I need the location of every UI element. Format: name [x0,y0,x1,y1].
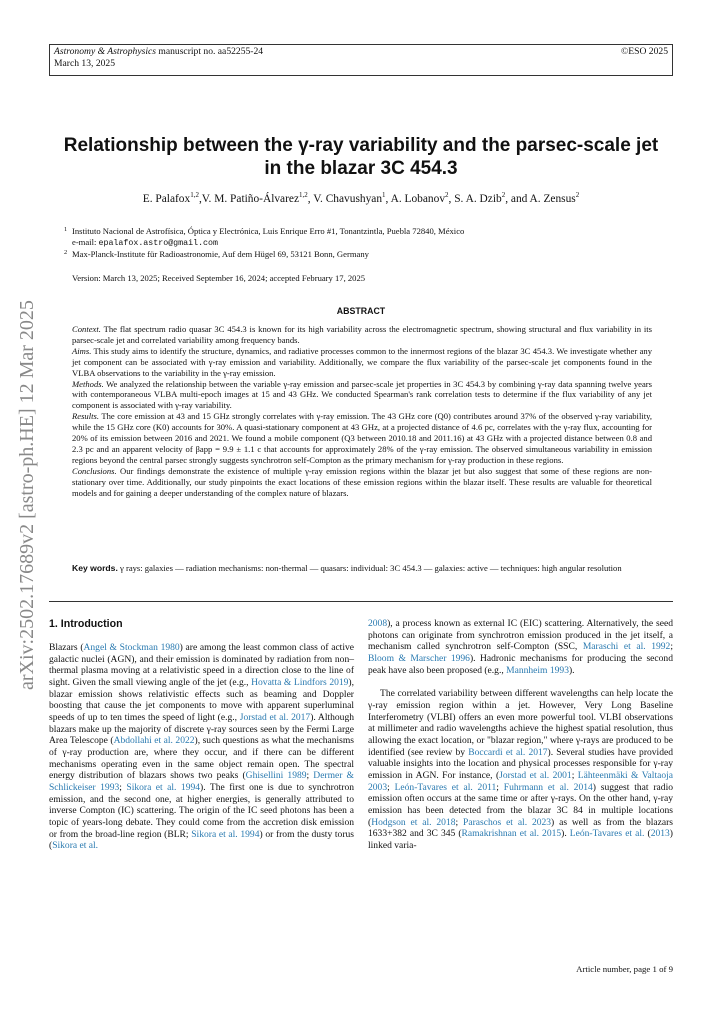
section-heading: 1. Introduction [49,618,123,630]
page-footer: Article number, page 1 of 9 [576,964,673,974]
authors: E. Palafox$^{1,2}$,V. M. Patiño-Álvarez$^{1,2}$, V. Chavushyan$^1$, A. Lobanov$^2$, S. A. Dzib$^2$, and A. Zensus$^2$ [142,191,580,205]
manuscript-number: manuscript no. aa52255-24 [155,46,264,57]
email-label: e-mail: [72,237,99,247]
citation-link[interactable]: Abdollahi et al. 2022 [113,735,195,747]
abstract-context [72,324,652,346]
context-text: The flat spectrum radio quasar 3C 454.3 is known for its high variability across the electromagnetic spectrum, showing structural and flux variability in its parsec-scale jet and correlated variability among frequency bands. [72,324,652,345]
affiliation-2 [64,249,672,260]
body-text: ). Several studies have provided valuable insights into the location and physical processes responsible for γ-ray emission in AGN. For instance, ( [368,746,673,781]
abstract-heading: ABSTRACT [336,306,386,316]
body-text: ) are among the least common class of active galactic nuclei (AGN), and their emission is dominated by radiation from non–thermal plasma moving at a relativistic speed in a direction close to the line of sight. Given the small viewing angle of the jet (e.g., [49,642,354,688]
body-text: The correlated variability between different wavelengths can help locate the γ-ray emission region within a jet. However, Very Long Baseline Interferometry (VLBI) offers an even more powerful tool. VLBI observations at millimeter and radio wavelengths achieve the highest spatial resolution, thus allowing the exact location, or "blazar region," where γ-rays are produced to be identified (see review by [368,688,673,758]
citation-link[interactable]: Fuhrmann et al. 2014 [503,781,593,793]
results-label: Results. [72,411,99,422]
citation-link[interactable]: Maraschi et al. 1992 [582,641,671,653]
body-text: ). [561,828,570,840]
body-text: ; [306,770,314,782]
citation-link[interactable]: Sikora et al. [52,840,99,852]
citation-link[interactable]: Lähteenmäki & Valtaoja 2003 [368,769,674,793]
citation-link[interactable]: Dermer & Schlickeiser 1993 [49,770,354,793]
keywords [72,563,652,574]
body-text: ) as well as from the blazars 1633+382 and 3C 345 ( [368,816,673,840]
citation-link[interactable]: Boccardi et al. 2017 [468,746,548,758]
keywords-text: γ rays: galaxies — radiation mechanisms: non-thermal — quasars: individual: 3C 454.3 — galaxies: active — techniques: high angular resolution [117,563,622,573]
citation-link[interactable]: Ramakrishnan et al. 2015 [461,828,562,840]
body-text: ( [644,828,651,840]
citation-link[interactable]: Mannheim 1993 [506,664,569,676]
divider [49,601,673,602]
affiliation-email [72,237,672,249]
body-text: ), such questions as what the mechanisms of γ-ray production are, where they occur, and if there can be different mechanisms operating even in the same object remain open. The spectral energy distribution of blazars shows two peaks ( [49,735,354,782]
left-column [49,642,354,852]
intro-paragraph-1 [49,642,354,852]
affiliation-number: 1 [64,226,68,233]
body-text: ) suggest that radio emission often occurs at the same time or after γ-rays. On the other hand, γ-ray emission has been detected from the blazar 3C 84 in multiple locations ( [368,781,673,828]
body-text: ) or from the dusty torus ( [49,828,354,852]
journal-header [49,44,673,76]
citation-link[interactable]: 2008 [368,618,388,629]
body-text: ) linked varia- [368,828,673,851]
body-text: ). Hadronic mechanisms for producing the second peak have also been proposed (e.g., [368,652,673,676]
citation-link[interactable]: Hovatta & Lindfors 2019 [251,676,349,688]
body-text: ). The first one is due to synchrotron emission, and the second one, at higher energies, is generally attributed to inverse Compton (IC) scattering. The origin of the IC seed photons has been a topic of years-long debate. They could come from the accretion disk emission or from the broad-line region (BLR; [49,781,354,840]
body-text: ), a process known as external IC (EIC) scattering. Alternatively, the seed photons can originate from synchrotron emission produced in the jet itself, a mechanism called synchrotron self-Compton (SSC, [368,618,673,653]
citation-link[interactable]: 2013 [650,828,670,840]
body-text: ; [571,769,578,781]
citation-link[interactable]: Ghisellini 1989 [245,770,307,782]
citation-link[interactable]: Paraschos et al. 2023 [463,816,552,828]
citation-link[interactable]: León-Tavares et al. [569,828,645,840]
abstract-results [72,411,652,466]
citation-link[interactable]: Hodgson et al. 2018 [371,816,456,828]
abstract-methods [72,379,652,412]
body-text: Blazars ( [49,642,84,653]
affiliation-text: Max-Planck-Institute für Radioastronomie, Auf dem Hügel 69, 53121 Bonn, Germany [72,249,369,259]
journal-name: Astronomy & Astrophysics [54,46,156,57]
aims-text: This study aims to identify the structure, dynamics, and radiative processes common to the innermost regions of the blazar 3C 454.3. We investigate whether any jet component can be associated with γ-ray emission and variability. Additionally, we compare the flux variability of the parsec-scale jet components found in the VLBA observations to the variability in the γ-ray emission. [72,345,652,378]
intro-paragraph-2 [368,618,673,676]
body-text: ; [119,781,127,793]
email-link[interactable]: epalafox.astro@gmail.com [98,239,218,248]
citation-link[interactable]: Sikora et al. 1994 [126,781,201,793]
title-line-2: in the blazar 3C 454.3 [264,158,458,179]
abstract [72,324,652,499]
body-text: ; [670,641,673,653]
affiliation-number: 2 [64,249,68,256]
right-column [368,618,673,851]
body-text: ; [455,816,464,828]
citation-link[interactable]: Jorstad et al. 2001 [499,769,572,781]
journal-line [54,46,668,58]
citation-link[interactable]: Angel & Stockman 1980 [83,642,180,653]
context-label: Context. [72,324,101,334]
citation-link[interactable]: Bloom & Marscher 1996 [368,652,470,664]
copyright: ©ESO 2025 [621,46,668,57]
header-date: March 13, 2025 [54,58,116,69]
methods-text: We analyzed the relationship between the variable γ-ray emission and parsec-scale jet properties in 3C 454.3 by combining γ-ray data spanning twelve years with contemporaneous VLBA multi-epoch images at 15 and 43 GHz. We conducted Spearman's rank correlation tests to determine if the flux variability of any jet component is associated with γ-ray variability. [72,378,652,411]
abstract-conclusions [72,466,652,499]
methods-label: Methods. [72,378,104,389]
keywords-label: Key words. [72,563,118,573]
conclusions-label: Conclusions. [72,465,117,476]
aims-label: Aims. [72,345,92,356]
body-text: ). Although blazars make up the majority of discrete γ-ray sources seen by the Fermi Large Area Telescope ( [49,711,355,747]
abstract-aims [72,346,652,379]
body-text: ; [496,781,504,793]
citation-link[interactable]: Sikora et al. 1994 [191,828,260,840]
citation-link[interactable]: Jorstad et al. 2017 [239,711,311,723]
intro-paragraph-3 [368,688,673,851]
paper-title [49,134,673,180]
body-text: ; [387,781,395,793]
affiliation-1 [64,226,672,237]
body-text: ), blazar emission shows relativistic effects such as beaming and Doppler boosting that cause the jet components to move with apparent superluminal speeds of up to ten times the speed of light (e.g., [49,676,354,723]
affiliation-text: Instituto Nacional de Astrofísica, Óptica y Electrónica, Luis Enrique Erro #1, Tonantzintla, Puebla 72840, México [72,226,465,236]
citation-link[interactable]: León-Tavares et al. 2011 [394,781,497,793]
title-line-1: Relationship between the γ-ray variability and the parsec-scale jet [63,135,659,156]
version-line: Version: March 13, 2025; Received September 16, 2024; accepted February 17, 2025 [72,273,366,283]
arxiv-stamp: arXiv:2502.17689v2 [astro-ph.HE] 12 Mar 2025 [16,300,38,690]
conclusions-text: Our findings demonstrate the existence of multiple γ-ray emission regions within the blazar jet but also suggest that some of these regions are non-stationary over time. Additionally, our study pinpoints the exact locations of these emission regions within the blazar itself. These results are valuable for theoretical models and for gaining a deeper understanding of the complex nature of blazars. [72,465,652,498]
results-text: The core emission at 43 and 15 GHz strongly correlates with γ-ray emission. The 43 GHz core (Q0) contributes around 37% of the observed γ-ray variability, while the 15 GHz core (K0) accounts for 30%. A quasi-stationary component at 43 GHz, at a projected distance of 4.6 pc, correlates with the γ-ray flux, accounting for 20% of its emission between 2016 and 2021. We found a mobile component (Q3 between 2010.18 and 2011.16) at 43 GHz with a projected distance between 0.8 and 2.3 pc and an apparent velocity of βapp = 9.9 ± 1.1 c that accounts for approximately 28% of the γ-ray emission. The observed simultaneous variability in emission regions beyond the central parsec strongly suggests synchrotron self-Compton as the primary mechanism for γ-ray production in these regions. [72,411,652,465]
body-text: ). [568,664,575,676]
